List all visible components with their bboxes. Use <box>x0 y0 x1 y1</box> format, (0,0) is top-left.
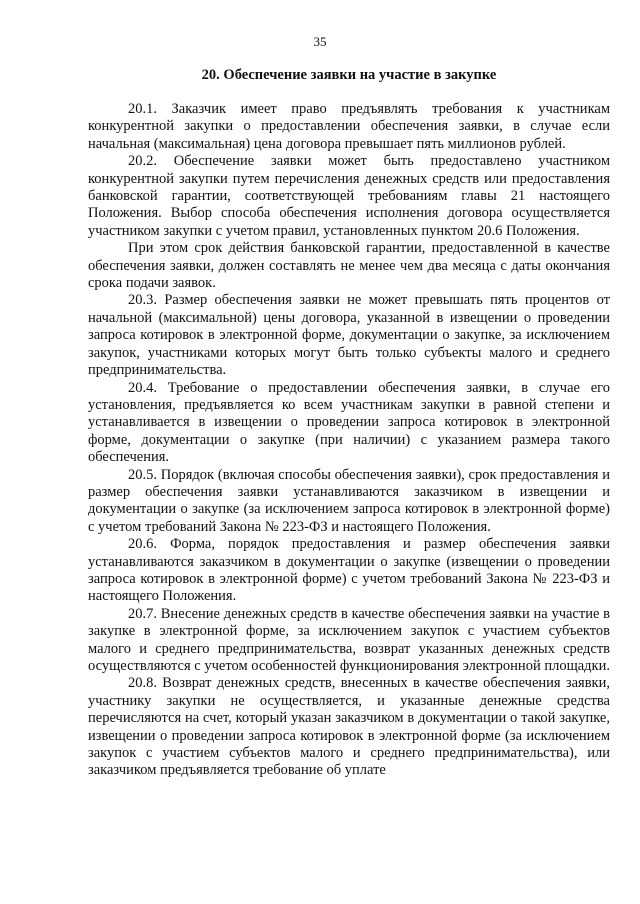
paragraph-20-3: 20.3. Размер обеспечения заявки не может превышать пять процентов от начальной (максимальной) цены договора, указанной в извещении о проведении запроса котировок в электронной форме, документации о закупке, за исключением закупок, участниками которых могут быть только субъекты малого и среднего предпринимательства. <box>88 292 610 379</box>
paragraph-20-1: 20.1. Заказчик имеет право предъявлять требования к участникам конкурентной закупки о предоставлении обеспечения заявки, в случае если начальная (максимальная) цена договора превышает пять миллионов рублей. <box>88 101 610 152</box>
paragraph-20-2: 20.2. Обеспечение заявки может быть предоставлено участником конкурентной закупки путем перечисления денежных средств или предоставления банковской гарантии, соответствующей требованиям главы 21 настоящего Положения. Выбор способа обеспечения исполнения договора осуществляется участником закупки с учетом правил, установленных пунктом 20.6 Положения. <box>88 153 610 239</box>
paragraph-20-6: 20.6. Форма, порядок предоставления и размер обеспечения заявки устанавливаются заказчиком в документации о закупке (извещении о проведении запроса котировок в электронной форме) с учетом требований Закона № 223-ФЗ и настоящего Положения. <box>88 536 610 605</box>
section-title: 20. Обеспечение заявки на участие в закупке <box>201 67 497 83</box>
paragraph-20-5: 20.5. Порядок (включая способы обеспечения заявки), срок предоставления и размер обеспечения заявки устанавливаются заказчиком в извещении и документации о закупке (за исключением запроса котировок в электронной форме) с учетом требований Закона № 223-ФЗ и настоящего Положения. <box>88 466 610 535</box>
page-number: 35 <box>313 34 327 49</box>
paragraph-20-7: 20.7. Внесение денежных средств в качестве обеспечения заявки на участие в закупке в электронной форме, за исключением закупок с участием субъектов малого и среднего предпринимательства, возврат указанных денежных средств осуществляются с учетом особенностей функционирования электронной площадки. <box>88 605 610 674</box>
paragraph-20-4: 20.4. Требование о предоставлении обеспечения заявки, в случае его установления, предъявляется ко всем участникам закупки в равной степени и устанавливается в извещении о проведении запроса котировок в электронной форме, документации о закупке (при наличии) с указанием размера такого обеспечения. <box>88 379 610 466</box>
paragraph-20-8: 20.8. Возврат денежных средств, внесенных в качестве обеспечения заявки, участнику закупки не осуществляется, и указанные денежные средства перечисляются на счет, который указан заказчиком в документации о такой закупке, извещении о проведении запроса котировок в электронной форме (за исключением закупок с участием субъектов малого и среднего предпринимательства), или заказчиком предъявляется требование об уплате <box>88 675 610 779</box>
document-body <box>88 101 610 780</box>
paragraph-20-2-note: При этом срок действия банковской гарантии, предоставленной в качестве обеспечения заявки, должен составлять не менее чем два месяца с даты окончания срока подачи заявок. <box>88 240 610 292</box>
